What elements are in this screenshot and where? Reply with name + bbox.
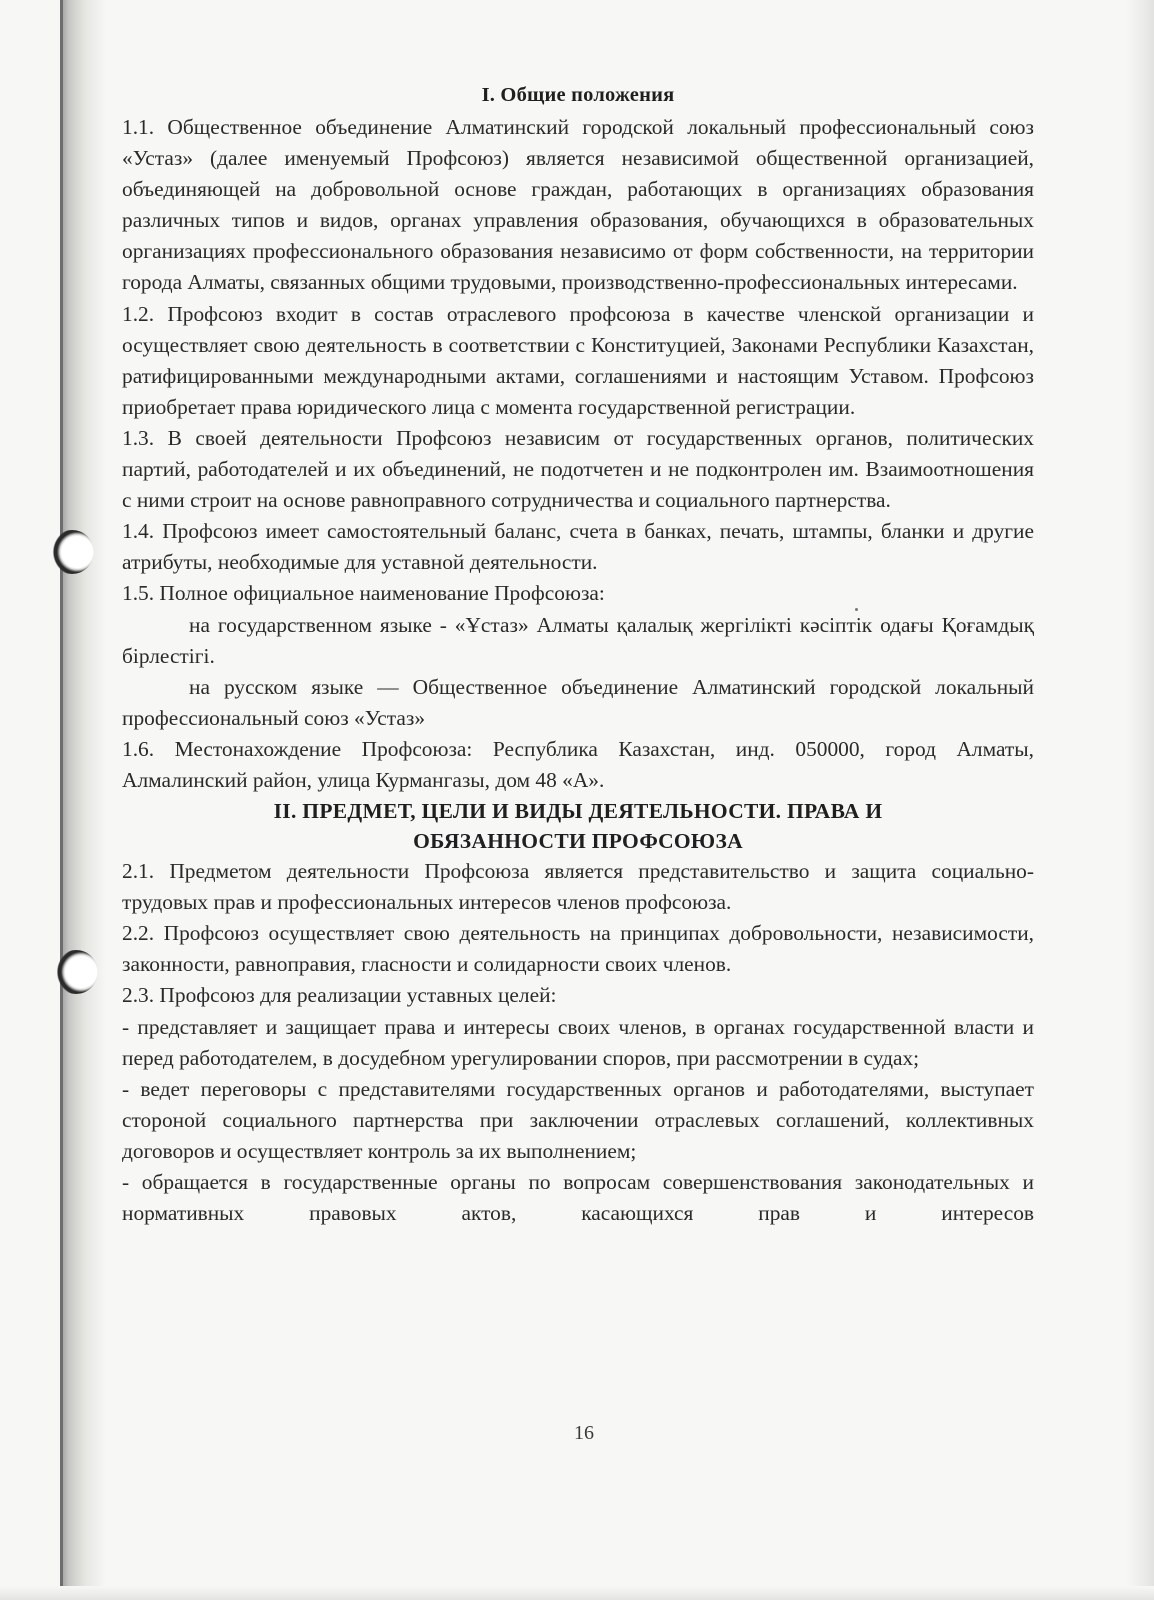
- punch-hole-lower: [54, 950, 98, 994]
- section-2-title-line-2: ОБЯЗАННОСТИ ПРОФСОЮЗА: [413, 829, 743, 854]
- punch-hole-upper: [50, 530, 94, 574]
- name-kazakh: на государственном языке - «Ұстаз» Алматы қалалық жергілікті кәсіптік одағы Қоғамдық бірлестігі.: [122, 612, 1034, 668]
- binding-edge: [60, 0, 63, 1600]
- paragraph-2-1: 2.1. Предметом деятельности Профсоюза является представительство и защита социально-трудовых прав и профессиональных интересов членов профсоюза.: [122, 859, 1034, 915]
- binding-shadow: [60, 0, 106, 1600]
- name-russian: на русском языке — Общественное объединение Алматинский городской локальный профессиональный союз «Устаз»: [122, 674, 1034, 730]
- paragraph-1-4: 1.4. Профсоюз имеет самостоятельный баланс, счета в банках, печать, штампы, бланки и другие атрибуты, необходимые для уставной деятельности.: [122, 519, 1034, 575]
- paragraph-1-6: 1.6. Местонахождение Профсоюза: Республика Казахстан, инд. 050000, город Алматы, Алмалинский район, улица Курмангазы, дом 48 «А».: [122, 736, 1034, 792]
- paragraph-2-2: 2.2. Профсоюз осуществляет свою деятельность на принципах добровольности, независимости, законности, равноправия, гласности и солидарности своих членов.: [122, 921, 1034, 977]
- paragraph-1-5: 1.5. Полное официальное наименование Профсоюза:: [122, 581, 605, 606]
- section-2-title-line-1: II. ПРЕДМЕТ, ЦЕЛИ И ВИДЫ ДЕЯТЕЛЬНОСТИ. ПРАВА И: [273, 799, 883, 824]
- page-bottom-edge: [0, 1586, 1154, 1600]
- list-item-negotiate: - ведет переговоры с представителями государственных органов и работодателями, выступает стороной социального партнерства при заключении отраслевых соглашений, коллективных договоров и осуществляет контроль за их выполнением;: [122, 1076, 1034, 1163]
- paragraph-1-1: 1.1. Общественное объединение Алматинский городской локальный профессиональный союз «Устаз» (далее именуемый Профсоюз) является независимой общественной организацией, объединяющей на добровольной основе граждан, работающих в организациях образования различных типов и видов, органах управления образования, обучающихся в образовательных организациях профессионального образования независимо от форм собственности, на территории города Алматы, связанных общими трудовыми, производственно-профессиональных интересами.: [122, 115, 1034, 295]
- paragraph-1-2: 1.2. Профсоюз входит в состав отраслевого профсоюза в качестве членской организации и осуществляет свою деятельность в соответствии с Конституцией, Законами Республики Казахстан, ратифицированными международными актами, соглашениями и настоящим Уставом. Профсоюз приобретает права юридического лица с момента государственной регистрации.: [122, 301, 1034, 419]
- paragraph-1-3: 1.3. В своей деятельности Профсоюз независим от государственных органов, политических партий, работодателей и их объединений, не подотчетен и не подконтролен им. Взаимоотношения с ними строит на основе равноправного сотрудничества и социального партнерства.: [122, 425, 1034, 513]
- list-item-appeal: - обращается в государственные органы по вопросам совершенствования законодательных и нормативных правовых актов, касающихся прав и интересов: [122, 1170, 1034, 1226]
- paragraph-2-3: 2.3. Профсоюз для реализации уставных целей:: [122, 983, 557, 1008]
- section-2-title: [122, 796, 1034, 856]
- section-1-title: I. Общие положения: [481, 84, 675, 106]
- document-body: [122, 78, 1034, 1229]
- page-number: 16: [574, 1422, 594, 1444]
- list-item-represent: - представляет и защищает права и интересы своих членов, в органах государственной власти и перед работодателем, в досудебном урегулировании споров, при рассмотрении в судах;: [122, 1014, 1034, 1070]
- page-right-edge: [1126, 0, 1154, 1600]
